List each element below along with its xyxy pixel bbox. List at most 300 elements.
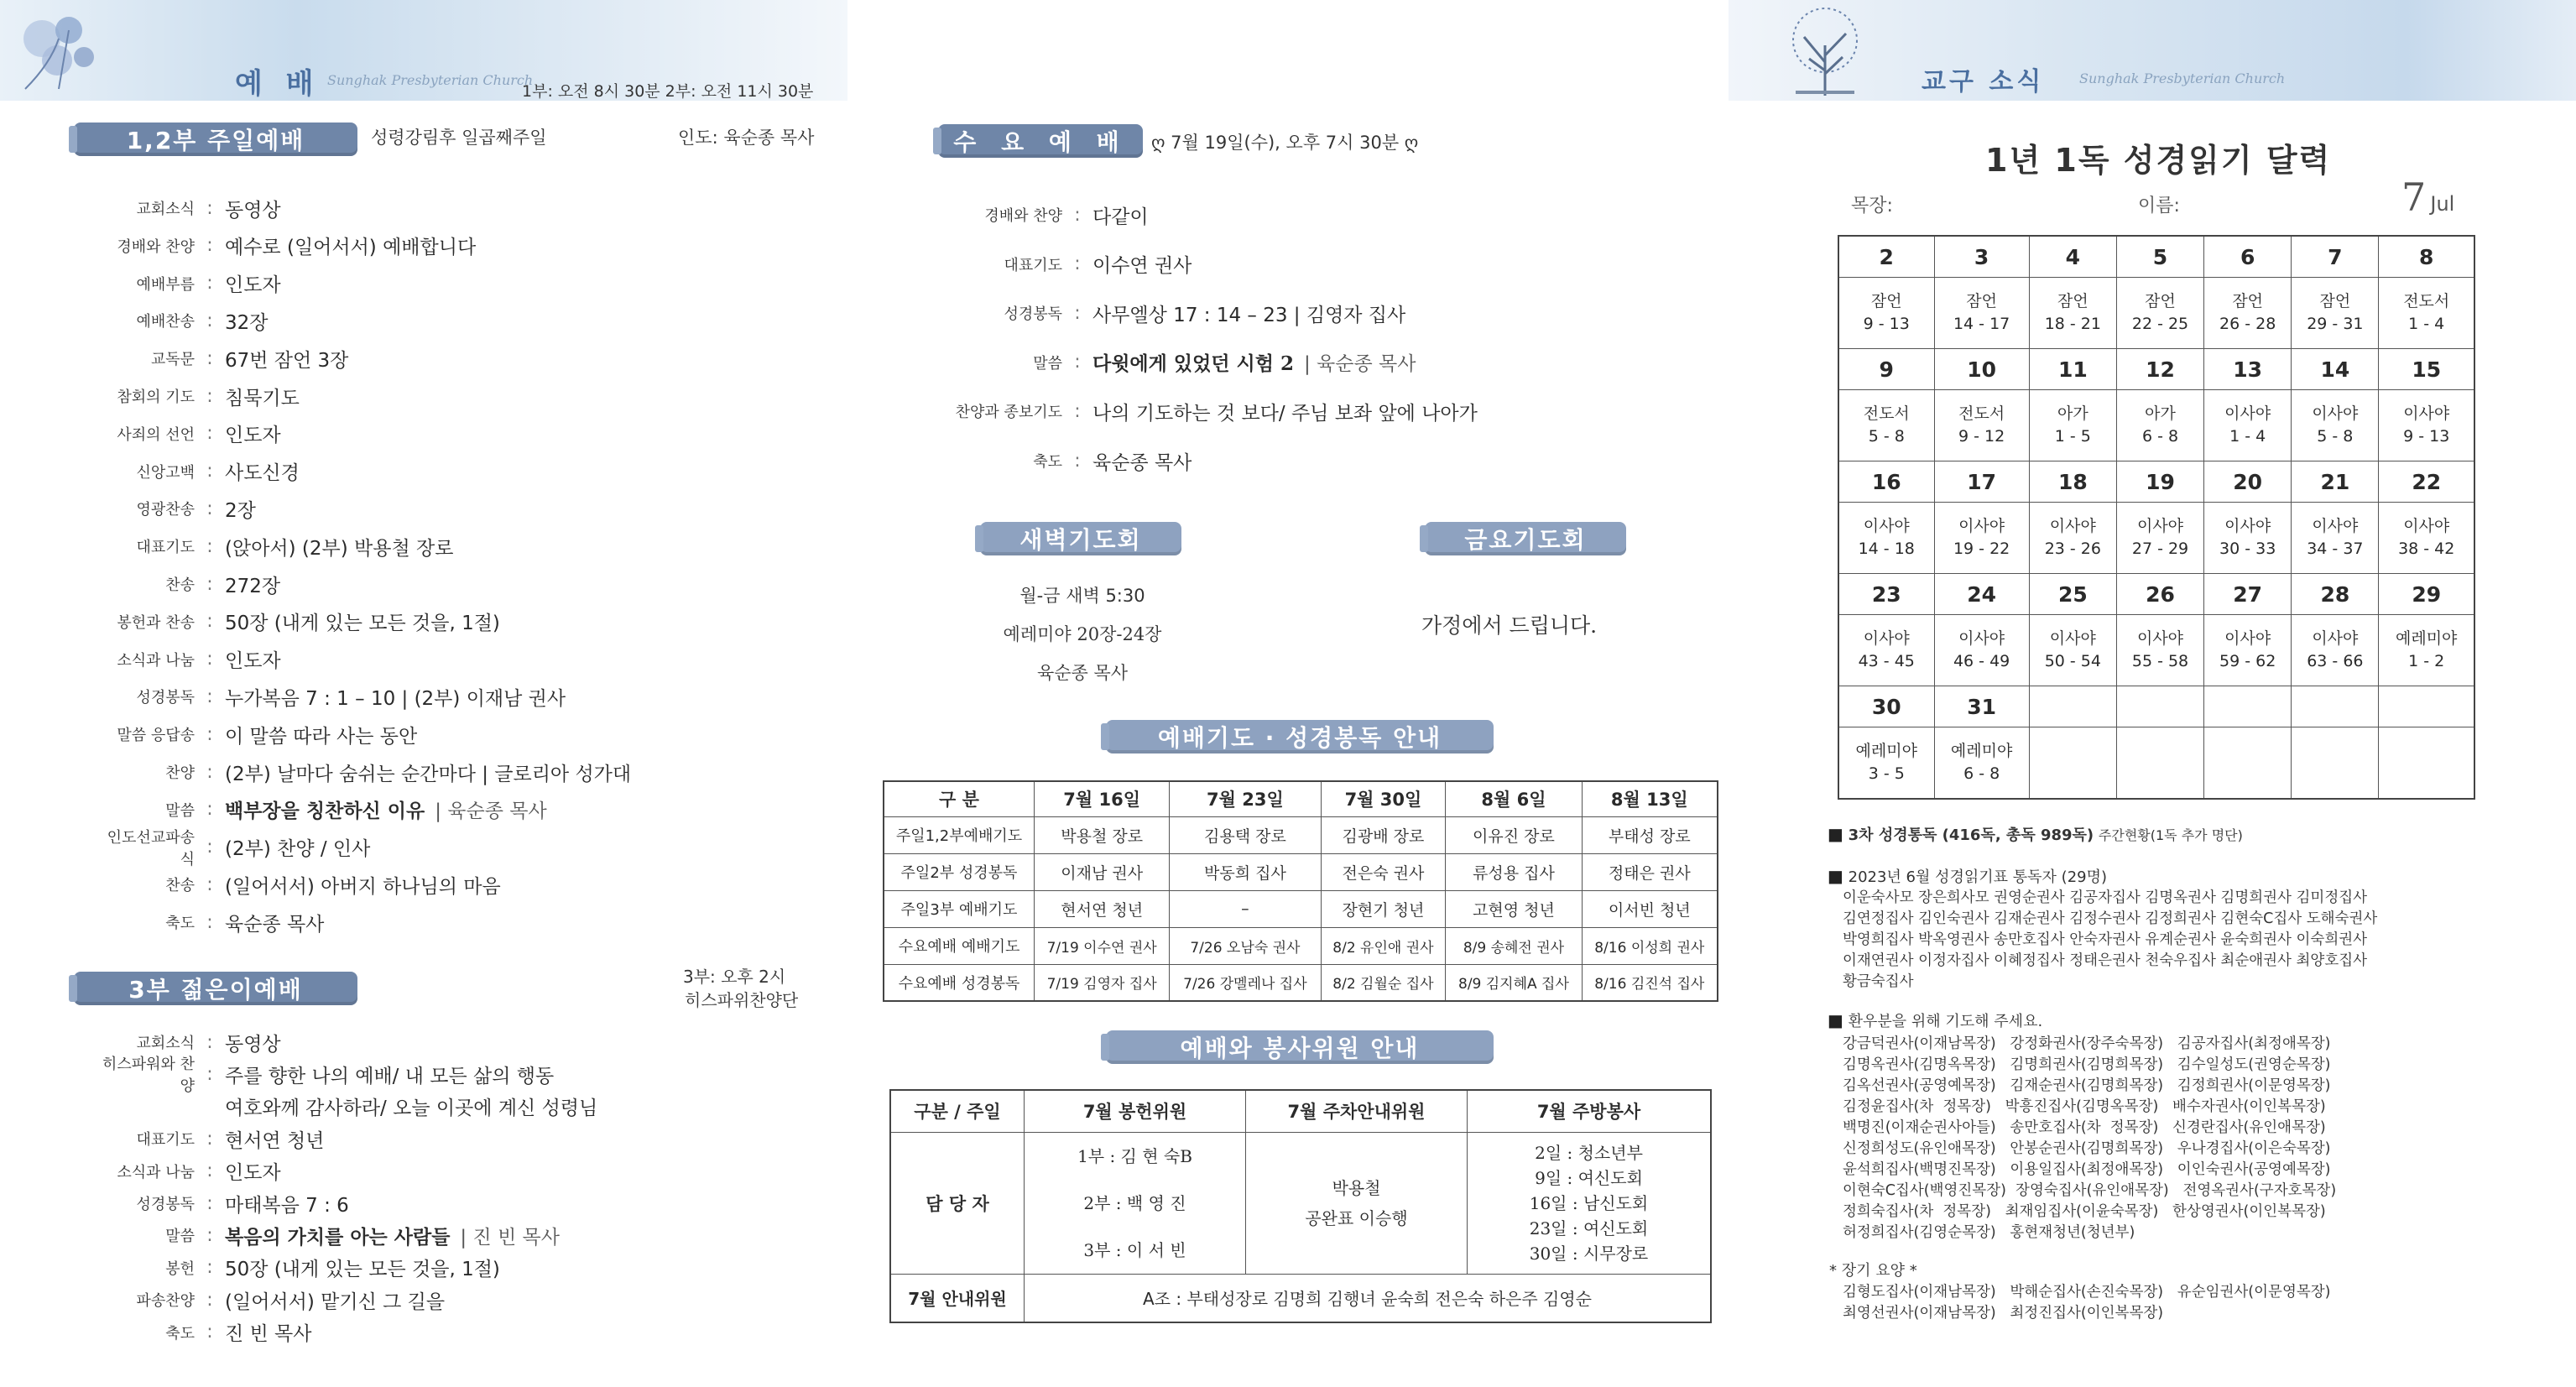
order-label: 찬송 <box>165 576 195 594</box>
pt-cell: 고현영 청년 <box>1446 890 1582 927</box>
pt-cell: 정태은 권사 <box>1582 853 1718 890</box>
preacher: | 육순종 목사 <box>435 800 547 823</box>
pt-cell: 전은숙 권사 <box>1321 853 1446 890</box>
calendar-reading <box>1934 727 2029 800</box>
vt-offering-1: 1부 : 김 현 숙B <box>1077 1145 1192 1166</box>
order-label: 교독문 <box>150 351 195 369</box>
order-row <box>936 248 1192 281</box>
reading-chapters: 14 - 17 <box>1953 315 2010 333</box>
dawn-heading: 새벽기도회 <box>980 522 1181 555</box>
order-row <box>94 1251 500 1285</box>
order-value: 50장 (내게 있는 모든 것을, 1절) <box>225 613 500 635</box>
reading-chapters: 22 - 25 <box>2131 315 2189 333</box>
order-label: 봉헌과 찬송 <box>117 613 195 632</box>
dawn-line-3: 육순종 목사 <box>1036 663 1129 683</box>
order-row <box>94 1283 445 1317</box>
service12-season: 성령강림후 일곱째주일 <box>371 128 547 148</box>
order-separator: : <box>206 498 213 519</box>
calendar-reading <box>2029 503 2116 574</box>
order-label: 축도 <box>165 915 195 933</box>
reading-chapters: 30 - 33 <box>2219 540 2276 558</box>
pt-col-header: 7월 23일 <box>1170 781 1321 816</box>
order-row <box>94 755 631 789</box>
calendar-day: 24 <box>1934 574 2029 615</box>
bullet-icon: ■ <box>1828 1010 1843 1030</box>
pt-cell: 이서빈 청년 <box>1582 890 1718 927</box>
reading-chapters: 18 - 21 <box>2044 315 2101 333</box>
calendar-day: 11 <box>2029 349 2116 390</box>
order-label: 말씀 <box>165 1228 195 1246</box>
calendar-day: 12 <box>2116 349 2203 390</box>
order-value: 인도자 <box>225 425 281 447</box>
order-separator: : <box>206 1031 213 1053</box>
order-separator: : <box>206 423 213 445</box>
pt-row-label: 주일1,2부예배기도 <box>884 816 1035 853</box>
pt-cell: 이유진 장로 <box>1446 816 1582 853</box>
calendar-reading <box>2292 727 2379 800</box>
dawn-line-2: 예레미야 20장-24장 <box>1003 624 1162 644</box>
order-row <box>94 868 501 901</box>
vt-offering-3: 3부 : 이 서 빈 <box>1083 1239 1186 1260</box>
calendar-reading <box>2204 278 2292 349</box>
order-separator: : <box>1074 204 1081 226</box>
order-value: (일어서서) 맡기신 그 길을 <box>225 1291 446 1313</box>
reading-book: 이사야 <box>2224 629 2271 648</box>
long-care-list <box>1843 1282 2331 1324</box>
pt-cell: 박용철 장로 <box>1035 816 1170 853</box>
pt-cell: – <box>1170 890 1321 927</box>
calendar-day: 9 <box>1838 349 1934 390</box>
table-row <box>884 853 1718 890</box>
order-value: (2부) 찬양 / 인사 <box>225 838 371 861</box>
pt-cell: 김광배 장로 <box>1321 816 1446 853</box>
reading-book: 예레미야 <box>1855 742 1917 760</box>
order-value: (앉아서) (2부) 박용철 장로 <box>225 537 454 560</box>
name-line: 박영희집사 박옥영권사 송만호집사 안숙자권사 유계순권사 윤숙희권사 이숙희권사 <box>1843 931 2368 948</box>
calendar-reading <box>2116 615 2203 686</box>
sick-list <box>1843 1034 2336 1244</box>
wednesday-heading: 수 요 예 배 <box>938 124 1143 158</box>
calendar-day: 10 <box>1934 349 2029 390</box>
order-separator: : <box>1074 400 1081 422</box>
reading-chapters: 23 - 26 <box>2044 540 2101 558</box>
calendar-day: 25 <box>2029 574 2116 615</box>
order-value: 주를 향한 나의 예배/ 내 모든 삶의 행동 <box>225 1065 555 1087</box>
order-value: 사무엘상 17 : 14 – 23 | 김영자 집사 <box>1092 304 1406 326</box>
calendar-day: 14 <box>2292 349 2379 390</box>
order-label: 찬양 <box>165 764 195 782</box>
vt-guide-value: A조 : 부태성장로 김명희 김행녀 윤숙희 전은숙 하은주 김영순 <box>1025 1274 1712 1322</box>
vt-kitchen-1: 2일 : 청소년부 <box>1535 1142 1643 1163</box>
reading-book: 이사야 <box>2136 629 2184 648</box>
order-label: 찬양과 종보기도 <box>955 404 1062 422</box>
reading-chapters: 34 - 37 <box>2307 540 2364 558</box>
reading-book: 이사야 <box>2403 517 2450 535</box>
order-separator: : <box>1074 450 1081 472</box>
order-separator: : <box>206 873 213 895</box>
table-row <box>884 890 1718 927</box>
reading-book: 이사야 <box>2224 404 2271 423</box>
pt-cell: 이재남 권사 <box>1035 853 1170 890</box>
order-value: 인도자 <box>225 650 281 673</box>
calendar-reading <box>1934 615 2029 686</box>
order-separator: : <box>206 761 213 783</box>
reading-book: 이사야 <box>2224 517 2271 535</box>
pt-cell: 7/19 이수연 권사 <box>1035 927 1170 964</box>
reading-chapters: 43 - 45 <box>1858 652 1915 670</box>
reading-chapters: 3 - 5 <box>1868 764 1905 783</box>
calendar-reading <box>2379 615 2474 686</box>
reading-book: 전도서 <box>1863 404 1910 423</box>
calendar-reading <box>2379 503 2474 574</box>
reading-chapters: 63 - 66 <box>2307 652 2364 670</box>
order-value: 누가복음 7 : 1 – 10 | (2부) 이재남 권사 <box>225 687 566 710</box>
order-row <box>94 417 281 451</box>
pt-row-label: 주일2부 성경봉독 <box>884 853 1035 890</box>
calendar-reading <box>1838 615 1934 686</box>
pt-cell: 7/19 김영자 집사 <box>1035 964 1170 1001</box>
reading-book: 이사야 <box>2312 517 2359 535</box>
vt-kitchen-3: 16일 : 남신도회 <box>1529 1192 1649 1213</box>
order-row <box>94 455 300 488</box>
service12-heading: 1,2부 주일예배 <box>74 123 357 156</box>
calendar-reading <box>2029 390 2116 461</box>
reading-book: 전도서 <box>1958 404 2005 423</box>
order-separator: : <box>206 535 213 557</box>
reading-chapters: 5 - 8 <box>2317 427 2354 446</box>
prayer-table <box>883 780 1718 1002</box>
name-line: 백명진(이재순권사아들) 송만호집사(차 정목장) 신경란집사(유인애목장) <box>1843 1119 2326 1136</box>
order-row <box>94 191 281 225</box>
calendar-day: 13 <box>2204 349 2292 390</box>
bullet-icon: ■ <box>1828 866 1843 886</box>
calendar-reading <box>2116 503 2203 574</box>
calendar-reading <box>1934 503 2029 574</box>
pt-cell: 박동희 집사 <box>1170 853 1321 890</box>
calendar-day: 5 <box>2116 236 2203 278</box>
reading-chapters: 26 - 28 <box>2219 315 2276 333</box>
order-value: 32장 <box>225 311 269 334</box>
sermon-title: 복음의 가치를 아는 사람들 <box>225 1225 451 1249</box>
pt-cell: 김용택 장로 <box>1170 816 1321 853</box>
order-value: 2장 <box>225 499 256 522</box>
reading-book: 예레미야 <box>1950 742 2013 760</box>
order-separator: : <box>206 1160 213 1182</box>
calendar-reading <box>2029 278 2116 349</box>
order-separator: : <box>206 837 213 858</box>
calendar-day: 20 <box>2204 461 2292 503</box>
name-line: 김정윤집사(차 정목장) 박흥진집사(김명옥목장) 배수자권사(이인복목장) <box>1843 1098 2326 1115</box>
pt-cell: 8/9 김지혜A 집사 <box>1446 964 1582 1001</box>
reading-book: 이사야 <box>1863 629 1910 648</box>
order-row <box>94 529 453 563</box>
vt-col-1: 7월 봉헌위원 <box>1025 1090 1246 1132</box>
calendar-day: 29 <box>2379 574 2474 615</box>
order-row <box>94 793 557 826</box>
calendar-day: 3 <box>1934 236 2029 278</box>
order-label: 소식과 나눔 <box>117 1163 195 1181</box>
pt-cell: 8/16 이성희 권사 <box>1582 927 1718 964</box>
order-separator: : <box>206 1128 213 1150</box>
order-row <box>936 444 1192 477</box>
reading-book: 이사야 <box>1958 517 2005 535</box>
order-label: 찬송 <box>165 877 195 895</box>
order-label: 예배부름 <box>136 275 195 294</box>
order-separator: : <box>1074 253 1081 275</box>
order-separator: : <box>206 1192 213 1214</box>
reading-book: 잠언 <box>2145 292 2176 310</box>
pt-cell: 8/16 김진석 집사 <box>1582 964 1718 1001</box>
calendar-reading <box>2204 503 2292 574</box>
reading-book: 이사야 <box>2403 404 2450 423</box>
vt-parking-1: 박용철 <box>1332 1177 1381 1198</box>
pt-col-header: 구 분 <box>884 781 1035 816</box>
reading-book: 이사야 <box>1863 517 1910 535</box>
calendar-reading <box>2292 390 2379 461</box>
preacher: | 진 빈 목사 <box>460 1226 560 1249</box>
calendar-day <box>2029 686 2116 727</box>
order-row <box>94 342 348 375</box>
order-separator: : <box>206 649 213 670</box>
friday-text: 가정에서 드립니다. <box>1421 613 1598 638</box>
calendar-reading <box>2379 727 2474 800</box>
reading-book: 전도서 <box>2403 292 2450 310</box>
reading-book: 예레미야 <box>2396 629 2458 648</box>
order-value: 진 빈 목사 <box>225 1323 312 1346</box>
friday-heading: 금요기도회 <box>1425 522 1626 555</box>
order-label: 대표기도 <box>136 1131 195 1150</box>
order-row <box>94 1186 349 1220</box>
order-value: 이수연 권사 <box>1092 255 1192 278</box>
reading-book: 잠언 <box>1870 292 1902 310</box>
order-row <box>94 379 300 413</box>
reading-book: 이사야 <box>2312 629 2359 648</box>
order-value: 인도자 <box>225 1162 281 1185</box>
name-line: 윤석희집사(백명진목장) 이용일집사(최정애목장) 이인숙권사(공영예목장) <box>1843 1161 2331 1178</box>
order-value: 침묵기도 <box>225 387 300 409</box>
name-line: 강금덕권사(이재남목장) 강정화권사(장주숙목장) 김공자집사(최정애목장) <box>1843 1035 2331 1052</box>
calendar-day: 19 <box>2116 461 2203 503</box>
header-left-band <box>0 0 847 101</box>
reading-book: 이사야 <box>2049 629 2096 648</box>
sick-title <box>1828 1010 2042 1032</box>
calendar-reading <box>1934 278 2029 349</box>
order-label: 축도 <box>165 1324 195 1343</box>
order-value: 50장 (내게 있는 모든 것을, 1절) <box>225 1259 500 1281</box>
name-line: 이운숙사모 장은희사모 권영순권사 김공자집사 김명옥권사 김명희권사 김미정집사 <box>1843 889 2368 906</box>
order-row <box>936 296 1405 330</box>
calendar-day: 2 <box>1838 236 1934 278</box>
order-value: 인도자 <box>225 274 281 297</box>
reading-book: 이사야 <box>2049 517 2096 535</box>
pt-row-label: 주일3부 예배기도 <box>884 890 1035 927</box>
order-label: 교회소식 <box>136 1035 195 1052</box>
order-label: 성경봉독 <box>1004 305 1062 324</box>
pt-col-header: 8월 6일 <box>1446 781 1582 816</box>
order-value: 272장 <box>225 575 281 597</box>
order-row <box>94 1122 324 1155</box>
reading3-small: 주간현황(1독 추가 명단) <box>2098 827 2243 843</box>
order-value: 육순종 목사 <box>1092 451 1192 474</box>
tree-illustration <box>1779 3 1871 97</box>
order-separator: : <box>206 611 213 633</box>
reading-chapters: 59 - 62 <box>2219 652 2276 670</box>
reading-book: 잠언 <box>1966 292 1997 310</box>
order-value: 동영상 <box>225 1033 281 1056</box>
order-label: 인도선교파송식 <box>107 828 195 868</box>
reading-chapters: 1 - 4 <box>2229 427 2266 446</box>
reading3-text: 3차 성경통독 (416독, 총독 989독) <box>1848 826 2094 844</box>
calendar-reading <box>1838 278 1934 349</box>
order-row <box>936 346 1426 379</box>
order-label: 경배와 찬양 <box>984 207 1062 225</box>
order-value: 여호와께 감사하라/ 오늘 이곳에 계신 성령님 <box>225 1098 598 1120</box>
june-reader-list <box>1843 888 2377 993</box>
header-right-script: Sunghak Presbyterian Church <box>2079 70 2286 86</box>
bullet-icon: ■ <box>1828 824 1843 844</box>
vt-kitchen-2: 9일 : 여신도회 <box>1535 1167 1643 1188</box>
reading3-note <box>1828 824 2243 846</box>
calendar-reading <box>2292 278 2379 349</box>
calendar-reading <box>2116 390 2203 461</box>
order-row <box>94 229 476 263</box>
calendar-day: 7 <box>2292 236 2379 278</box>
calendar-day: 8 <box>2379 236 2474 278</box>
calendar-month-en: Jul <box>2430 192 2455 216</box>
order-value: 예수로 (일어서서) 예배합니다 <box>225 237 477 259</box>
order-separator: : <box>206 911 213 933</box>
order-row <box>94 1316 312 1349</box>
calendar-day: 4 <box>2029 236 2116 278</box>
sermon-title: 백부장을 칭찬하신 이유 <box>225 800 425 823</box>
order-value: (일어서서) 아버지 하나님의 마음 <box>225 875 501 898</box>
order-row <box>94 304 269 337</box>
order-separator: : <box>206 1257 213 1279</box>
reading-chapters: 27 - 29 <box>2131 540 2189 558</box>
name-line: 김옥선권사(공영예목장) 김재순권사(김명희목장) 김정희권사(이문영목장) <box>1843 1077 2331 1094</box>
order-label: 신앙고백 <box>136 463 195 482</box>
order-value: 육순종 목사 <box>225 913 325 936</box>
name-line: 이현숙C집사(백영진목장) 장영숙집사(유인애목장) 전영옥권사(구자호목장) <box>1843 1182 2337 1199</box>
reading-book: 아가 <box>2057 404 2088 423</box>
reading-book: 잠언 <box>2057 292 2088 310</box>
service12-leader: 인도: 육순종 목사 <box>678 128 815 148</box>
calendar-reading <box>2292 615 2379 686</box>
order-label: 대표기도 <box>1004 256 1062 274</box>
reading-book: 이사야 <box>2136 517 2184 535</box>
order-row <box>94 828 371 868</box>
long-title: * 장기 요양 * <box>1829 1262 1917 1280</box>
sermon-title: 다윗에게 있었던 시험 2 <box>1092 352 1294 376</box>
order-label: 말씀 <box>165 801 195 820</box>
reading-book: 잠언 <box>2232 292 2264 310</box>
calendar-reading <box>2292 503 2379 574</box>
order-row <box>94 643 281 676</box>
calendar-reading <box>2029 615 2116 686</box>
vt-col-0: 구분 / 주일 <box>890 1090 1025 1132</box>
calendar-day <box>2204 686 2292 727</box>
order-label: 성경봉독 <box>136 689 195 707</box>
reading-chapters: 6 - 8 <box>2141 427 2179 446</box>
calendar-day <box>2379 686 2474 727</box>
vt-kitchen-4: 23일 : 여신도회 <box>1529 1218 1649 1238</box>
order-row <box>94 605 500 639</box>
order-value <box>225 795 557 823</box>
order-separator: : <box>206 723 213 745</box>
reading-chapters: 5 - 8 <box>1868 427 1905 446</box>
reading-chapters: 38 - 42 <box>2398 540 2455 558</box>
order-row <box>94 1090 597 1124</box>
reading-chapters: 1 - 5 <box>2054 427 2091 446</box>
service-times: 1부: 오전 8시 30분 2부: 오전 11시 30분 <box>522 82 814 101</box>
order-separator: : <box>206 1322 213 1343</box>
order-label: 히스파워와 찬양 <box>102 1056 195 1096</box>
vt-offering <box>1025 1132 1246 1274</box>
reading-chapters: 14 - 18 <box>1858 540 1915 558</box>
order-row <box>94 492 256 525</box>
dawn-line-1: 월-금 새벽 5:30 <box>1019 586 1145 606</box>
order-value: 67번 잠언 3장 <box>225 349 349 372</box>
order-label: 소식과 나눔 <box>117 651 195 670</box>
order-separator: : <box>206 573 213 595</box>
order-separator: : <box>206 799 213 821</box>
calendar-reading <box>2116 278 2203 349</box>
table-row <box>884 964 1718 1001</box>
vt-col-2: 7월 주차안내위원 <box>1246 1090 1468 1132</box>
order-separator: : <box>206 197 213 219</box>
order-label: 말씀 <box>1033 354 1062 373</box>
calendar-month-num: 7 <box>2401 175 2427 220</box>
calendar-day: 16 <box>1838 461 1934 503</box>
calendar-day: 30 <box>1838 686 1934 727</box>
order-label: 봉헌 <box>165 1259 195 1278</box>
order-row <box>94 1155 281 1188</box>
pt-cell: 류성용 집사 <box>1446 853 1582 890</box>
reading-calendar <box>1838 235 2475 800</box>
order-separator: : <box>206 686 213 707</box>
order-value: 현서연 청년 <box>225 1129 325 1152</box>
service3-time: 3부: 오후 2시 <box>683 967 786 987</box>
prayer-table-heading: 예배기도 · 성경봉독 안내 <box>1106 720 1494 753</box>
table-row <box>884 927 1718 964</box>
vt-parking-2: 공완표 이승행 <box>1305 1207 1408 1228</box>
reading-chapters: 29 - 31 <box>2307 315 2364 333</box>
calendar-title: 1년 1독 성경읽기 달력 <box>1985 142 2332 179</box>
volunteer-table <box>889 1089 1712 1323</box>
vt-guide-label: 7월 안내위원 <box>890 1274 1025 1322</box>
pt-col-header: 7월 30일 <box>1321 781 1446 816</box>
name-line: 이재연권사 이정자집사 이혜정집사 정태은권사 천숙우집사 최순애권사 최양호집사 <box>1843 952 2368 969</box>
order-separator: : <box>206 1063 213 1085</box>
pt-cell: 7/26 강멜레나 집사 <box>1170 964 1321 1001</box>
reading-chapters: 1 - 4 <box>2408 315 2445 333</box>
order-separator: : <box>1074 352 1081 373</box>
header-right-title: 교구 소식 <box>1922 67 2045 96</box>
order-label: 사죄의 선언 <box>117 425 195 444</box>
service3-heading: 3부 젊은이예배 <box>74 972 357 1005</box>
sick-title-text: 환우분을 위해 기도해 주세요. <box>1848 1013 2043 1030</box>
order-value: 동영상 <box>225 199 281 222</box>
reading-chapters: 9 - 13 <box>1863 315 1910 333</box>
flower-illustration <box>8 5 109 96</box>
name-line: 황금숙집사 <box>1843 973 1914 990</box>
pt-cell: 7/26 오남숙 권사 <box>1170 927 1321 964</box>
reading-chapters: 46 - 49 <box>1953 652 2010 670</box>
calendar-day: 26 <box>2116 574 2203 615</box>
service3-choir: 히스파위찬양단 <box>685 990 799 1010</box>
order-value: 사도신경 <box>225 462 300 485</box>
calendar-reading <box>1934 390 2029 461</box>
